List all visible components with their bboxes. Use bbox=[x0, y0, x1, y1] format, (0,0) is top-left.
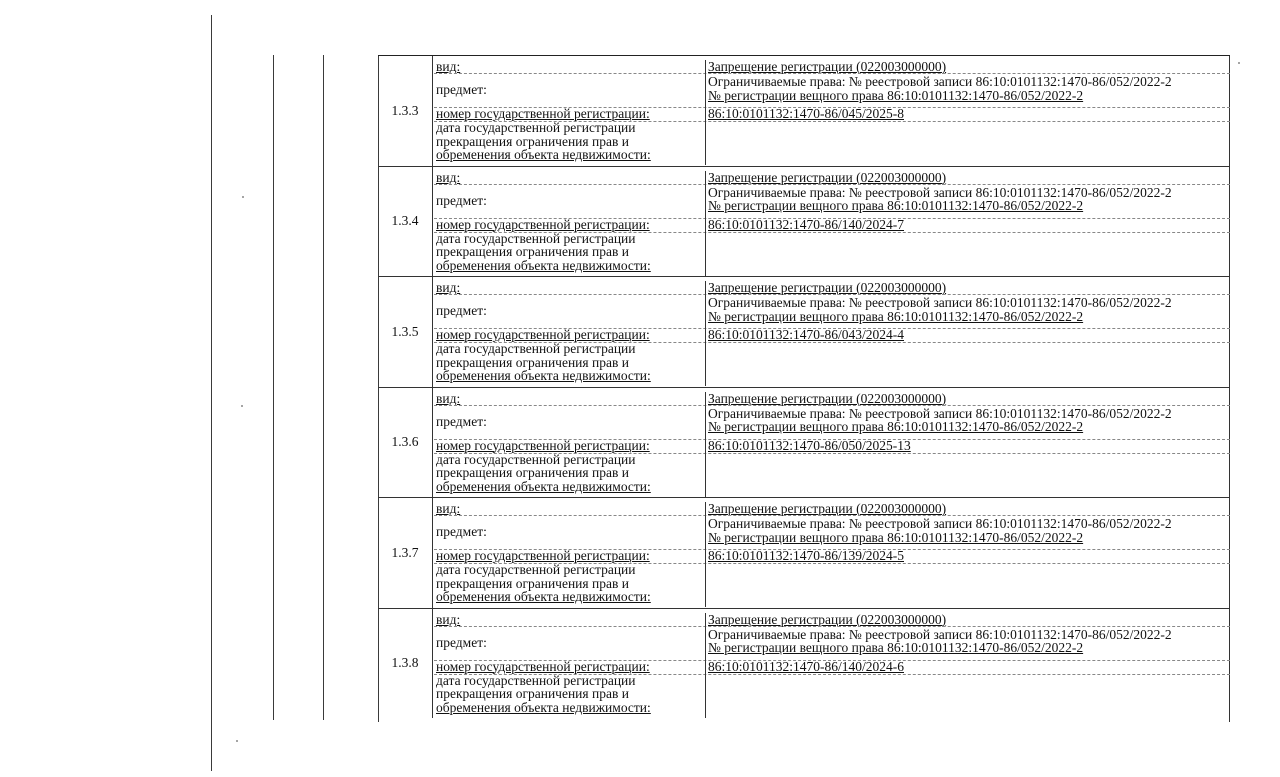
label-predmet bbox=[434, 515, 704, 549]
record-number: 1.3.5 bbox=[378, 277, 433, 387]
record-1-3-3 bbox=[378, 55, 1230, 166]
label-data bbox=[434, 563, 704, 607]
label-data-line-1: дата государственной регистрации bbox=[436, 230, 636, 246]
label-data-line-3: обременения объекта недвижимости: bbox=[436, 478, 651, 494]
value-nomer: 86:10:0101132:1470-86/050/2025-13 bbox=[705, 439, 1230, 453]
value-vid: Запрещение регистрации (022003000000) bbox=[705, 171, 1230, 184]
scan-speck bbox=[241, 405, 243, 407]
value-predmet bbox=[705, 515, 1230, 549]
label-vid: вид: bbox=[436, 390, 461, 406]
scan-speck bbox=[236, 740, 238, 742]
value-predmet bbox=[705, 184, 1230, 218]
label-data-line-3: обременения объекта недвижимости: bbox=[436, 257, 651, 273]
record-1-3-5 bbox=[378, 276, 1230, 387]
record-1-3-7 bbox=[378, 497, 1230, 608]
margin-line-3 bbox=[323, 55, 324, 720]
value-nomer: 86:10:0101132:1470-86/139/2024-5 bbox=[705, 549, 1230, 563]
label-data-line-1: дата государственной регистрации bbox=[436, 451, 636, 467]
label-data-line-2: прекращения ограничения прав и bbox=[436, 133, 629, 149]
label-data-line-1: дата государственной регистрации bbox=[436, 672, 636, 688]
record-number: 1.3.4 bbox=[378, 167, 433, 277]
value-nomer: 86:10:0101132:1470-86/140/2024-6 bbox=[705, 660, 1230, 674]
label-data-line-2: прекращения ограничения прав и bbox=[436, 465, 629, 480]
label-predmet-text: предмет: bbox=[436, 634, 487, 650]
label-data bbox=[434, 453, 704, 497]
label-nomer: номер государственной регистрации: bbox=[436, 327, 650, 342]
label-vid: вид: bbox=[436, 280, 461, 295]
predmet-line-2: № регистрации вещного права 86:10:0101132:1470-86/052/2022-2 bbox=[708, 529, 1084, 545]
label-predmet-text: предмет: bbox=[436, 303, 487, 319]
value-data bbox=[705, 453, 1230, 497]
label-predmet-text: предмет: bbox=[436, 524, 487, 540]
label-data-line-1: дата государственной регистрации bbox=[436, 562, 636, 577]
value-vid: Запрещение регистрации (022003000000) bbox=[705, 281, 1230, 294]
label-vid: вид: bbox=[436, 59, 461, 74]
label-vid: вид: bbox=[436, 169, 461, 185]
label-nomer: номер государственной регистрации: bbox=[436, 216, 650, 232]
value-vid: Запрещение регистрации (022003000000) bbox=[705, 392, 1230, 405]
record-number: 1.3.6 bbox=[378, 388, 433, 498]
predmet-line-2: № регистрации вещного права 86:10:0101132:1470-86/052/2022-2 bbox=[708, 198, 1084, 213]
label-data-line-2: прекращения ограничения прав и bbox=[436, 686, 629, 701]
predmet-line-1: Ограничиваемые права: № реестровой записи 86:10:0101132:1470-86/052/2022-2 bbox=[708, 626, 1172, 642]
value-predmet bbox=[705, 405, 1230, 439]
value-vid: Запрещение регистрации (022003000000) bbox=[705, 502, 1230, 515]
label-data-line-3: обременения объекта недвижимости: bbox=[436, 368, 651, 383]
label-nomer: номер государственной регистрации: bbox=[436, 437, 650, 453]
label-predmet-text: предмет: bbox=[436, 192, 487, 208]
predmet-line-2: № регистрации вещного права 86:10:0101132:1470-86/052/2022-2 bbox=[708, 308, 1084, 324]
label-data-line-3: обременения объекта недвижимости: bbox=[436, 147, 651, 162]
label-data bbox=[434, 342, 704, 386]
record-1-3-4 bbox=[378, 166, 1230, 277]
predmet-line-1: Ограничиваемые права: № реестровой записи 86:10:0101132:1470-86/052/2022-2 bbox=[708, 184, 1172, 200]
label-nomer: номер государственной регистрации: bbox=[436, 106, 650, 121]
label-predmet bbox=[434, 73, 704, 107]
value-nomer: 86:10:0101132:1470-86/043/2024-4 bbox=[705, 328, 1230, 342]
margin-line-left bbox=[211, 15, 212, 771]
record-1-3-8 bbox=[378, 608, 1230, 719]
label-predmet-text: предмет: bbox=[436, 82, 487, 98]
label-data bbox=[434, 121, 704, 165]
label-vid: вид: bbox=[436, 501, 461, 516]
label-data-line-1: дата государственной регистрации bbox=[436, 120, 636, 135]
label-data bbox=[434, 674, 704, 718]
label-data-line-3: обременения объекта недвижимости: bbox=[436, 699, 651, 715]
record-number: 1.3.8 bbox=[378, 609, 433, 719]
label-data-line-2: прекращения ограничения прав и bbox=[436, 575, 629, 591]
label-data-line-1: дата государственной регистрации bbox=[436, 341, 636, 356]
record-1-3-6 bbox=[378, 387, 1230, 498]
value-vid: Запрещение регистрации (022003000000) bbox=[705, 613, 1230, 626]
label-nomer: номер государственной регистрации: bbox=[436, 548, 650, 563]
value-nomer: 86:10:0101132:1470-86/140/2024-7 bbox=[705, 218, 1230, 232]
label-predmet bbox=[434, 184, 704, 218]
value-predmet bbox=[705, 294, 1230, 328]
margin-line-2 bbox=[273, 55, 274, 720]
label-vid: вид: bbox=[436, 611, 461, 627]
label-nomer: номер государственной регистрации: bbox=[436, 658, 650, 674]
label-data-line-2: прекращения ограничения прав и bbox=[436, 244, 629, 259]
record-number: 1.3.7 bbox=[378, 498, 433, 608]
predmet-line-1: Ограничиваемые права: № реестровой записи 86:10:0101132:1470-86/052/2022-2 bbox=[708, 295, 1172, 310]
value-data bbox=[705, 674, 1230, 718]
label-data bbox=[434, 232, 704, 276]
label-data-line-3: обременения объекта недвижимости: bbox=[436, 589, 651, 604]
predmet-line-2: № регистрации вещного права 86:10:0101132:1470-86/052/2022-2 bbox=[708, 419, 1084, 434]
value-data bbox=[705, 563, 1230, 607]
predmet-line-1: Ограничиваемые права: № реестровой записи 86:10:0101132:1470-86/052/2022-2 bbox=[708, 405, 1172, 421]
label-predmet bbox=[434, 405, 704, 439]
scan-speck bbox=[1238, 62, 1240, 64]
value-data bbox=[705, 121, 1230, 165]
label-data-line-2: прекращения ограничения прав и bbox=[436, 354, 629, 370]
label-predmet bbox=[434, 294, 704, 328]
value-data bbox=[705, 232, 1230, 276]
value-predmet bbox=[705, 73, 1230, 107]
value-predmet bbox=[705, 626, 1230, 660]
value-nomer: 86:10:0101132:1470-86/045/2025-8 bbox=[705, 107, 1230, 121]
scan-speck bbox=[242, 196, 244, 198]
value-vid: Запрещение регистрации (022003000000) bbox=[705, 60, 1230, 73]
value-data bbox=[705, 342, 1230, 386]
encumbrance-table bbox=[378, 55, 1230, 718]
predmet-line-1: Ограничиваемые права: № реестровой записи 86:10:0101132:1470-86/052/2022-2 bbox=[708, 516, 1172, 531]
label-predmet bbox=[434, 626, 704, 660]
record-number: 1.3.3 bbox=[378, 56, 433, 166]
label-predmet-text: предмет: bbox=[436, 413, 487, 429]
predmet-line-2: № регистрации вещного права 86:10:0101132:1470-86/052/2022-2 bbox=[708, 640, 1084, 655]
predmet-line-2: № регистрации вещного права 86:10:0101132:1470-86/052/2022-2 bbox=[708, 87, 1084, 103]
predmet-line-1: Ограничиваемые права: № реестровой записи 86:10:0101132:1470-86/052/2022-2 bbox=[708, 74, 1172, 89]
